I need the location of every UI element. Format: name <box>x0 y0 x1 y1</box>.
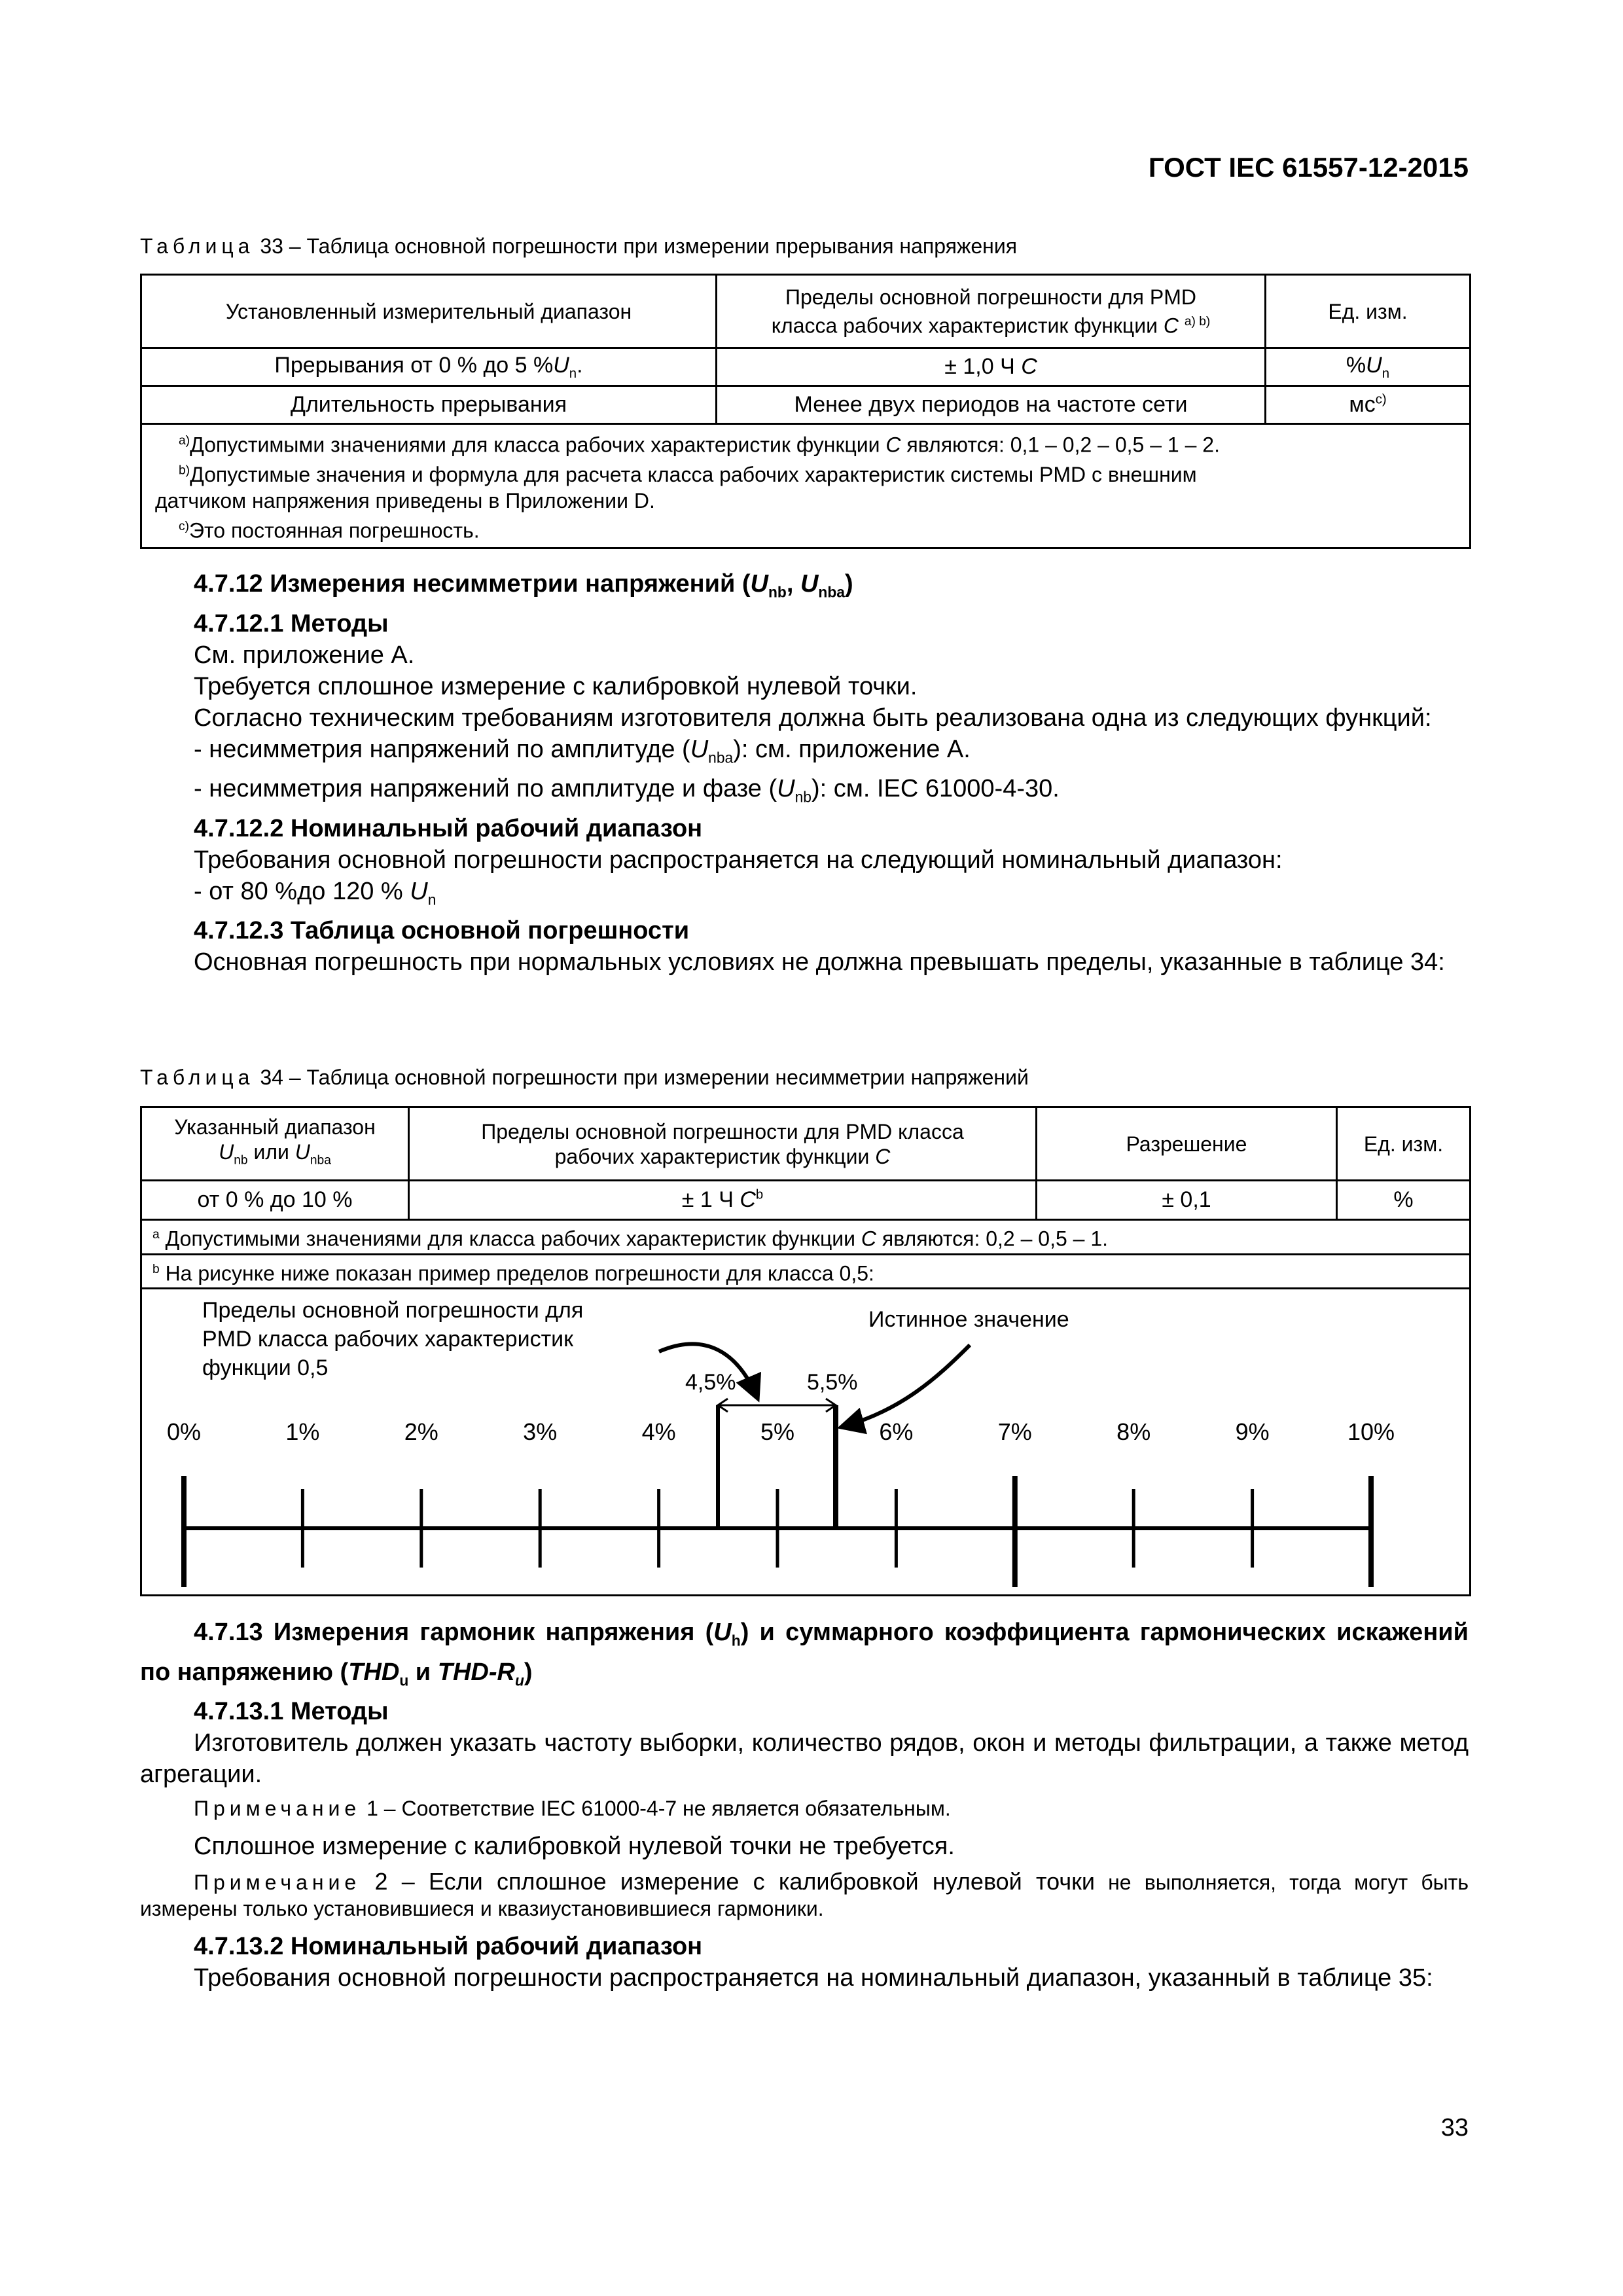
s4712-title-var2: U <box>800 570 819 598</box>
table-row <box>141 348 1471 386</box>
table34-head-unit: Ед. изм. <box>1337 1107 1471 1181</box>
s4712-title-text: 4.7.12 Измерения несимметрии напряжений ( <box>194 570 751 598</box>
s4712-title-sub2: nba <box>818 583 845 601</box>
s4712-li2-post: ): см. IEC 61000-4-30. <box>811 775 1060 803</box>
table34-fn-a-text: Допустимыми значениями для класса рабочих характеристик функции <box>159 1227 861 1251</box>
table33-head-unit: Ед. изм. <box>1266 275 1471 348</box>
table34-footnote-a-row <box>141 1220 1471 1255</box>
document-code-header: ГОСТ IEC 61557-12-2015 <box>1148 152 1469 183</box>
table34-head-range <box>141 1107 409 1181</box>
table33-head-range: Установленный измерительный диапазон <box>141 275 717 348</box>
table34-head-limits-var: C <box>875 1144 891 1168</box>
axis-tick-label: 2% <box>404 1418 438 1445</box>
table33-row1-range <box>141 348 717 386</box>
diagram-upper-limit-label: 5,5% <box>807 1370 858 1395</box>
s4713-note-2 <box>140 1869 1469 1922</box>
table34-row1-limits-text: ± 1 Ч <box>681 1187 740 1212</box>
s4713-note2-label: Примечание <box>194 1871 361 1895</box>
table33-fn-c-mark: c) <box>179 520 189 534</box>
s4712-paragraph-2: Требуется сплошное измерение с калибровкой нулевой точки. <box>194 672 918 700</box>
s4713-title-var: U <box>713 1619 732 1646</box>
table34-head-range-line1: Указанный диапазон <box>174 1115 376 1139</box>
axis-tick-label: 10% <box>1347 1418 1395 1445</box>
table33-row2-unit-text: мс <box>1349 392 1376 417</box>
arrow-to-true-value-icon <box>842 1345 970 1427</box>
table33-caption-prefix: Таблица <box>140 234 255 258</box>
table33-row1-range-var: U <box>553 352 569 378</box>
s4712-li1-pre: - несимметрия напряжений по амплитуде ( <box>194 735 690 763</box>
table34-head-limits-line2: рабочих характеристик функции <box>554 1144 876 1168</box>
table34-head-range-sub1: nb <box>234 1153 248 1168</box>
section-4712 <box>140 568 1469 978</box>
table33-fn-a-text: Допустимыми значениями для класса рабочих характеристик функции <box>190 433 886 457</box>
s4712-li3-pre: - от 80 %до 120 % <box>194 877 410 905</box>
s4712-li2-var: U <box>777 775 795 803</box>
s4712-paragraph-4: Требования основной погрешности распространяется на следующий номинальный диапазон: <box>194 846 1283 874</box>
table33-footnotes-row <box>141 424 1471 548</box>
s4712-title-close: ) <box>844 570 853 598</box>
table33-row1-limits <box>717 348 1266 386</box>
axis-tick-label: 9% <box>1235 1418 1270 1445</box>
section-47131-title: 4.7.13.1 Методы <box>194 1698 389 1726</box>
s4712-title-sep: , <box>786 570 800 598</box>
s4713-title-thdr-sub <box>515 1672 524 1689</box>
diagram-label-limits-line2: PMD класса рабочих характеристик <box>202 1327 574 1352</box>
table34-fn-a-mark: a <box>152 1228 160 1242</box>
s4713-title-thdr-sub-text: u <box>514 1672 524 1689</box>
table33-fn-a-var: C <box>885 433 901 457</box>
s4712-li3-var: U <box>410 877 428 905</box>
table33-fn-c-text: Это постоянная погрешность. <box>188 518 480 543</box>
table33-head-limits <box>717 275 1266 348</box>
s4713-title-sub: h <box>731 1632 741 1649</box>
axis-tick-label: 7% <box>997 1418 1032 1445</box>
section-4713-title <box>140 1617 1469 1696</box>
table34-fn-b-mark: b <box>152 1262 160 1276</box>
section-47122-title: 4.7.12.2 Номинальный рабочий диапазон <box>194 814 703 842</box>
axis-tick-label: 6% <box>879 1418 914 1445</box>
table33-row2-range: Длительность прерывания <box>141 386 717 424</box>
table33-footnote-c <box>155 514 1456 544</box>
s4712-paragraph-3: Согласно техническим требованиям изготовителя должна быть реализована одна из следующих функций: <box>194 704 1432 732</box>
table33-caption <box>140 234 1017 259</box>
table34-head-range-var1: U <box>219 1139 234 1164</box>
table33-fn-b-line2: датчиком напряжения приведены в Приложении D. <box>155 489 655 513</box>
table33-head-limits-var: C <box>1163 314 1179 338</box>
table33-row1-range-tail: . <box>577 352 583 378</box>
table34-header-row <box>141 1107 1471 1181</box>
s4713-title-close: ) <box>524 1658 533 1686</box>
s4713-title-thd-sub: u <box>399 1672 409 1689</box>
diagram-label-limits-line3: функции 0,5 <box>202 1355 329 1380</box>
s4712-title-var1: U <box>750 570 768 598</box>
table33-fn-b-line1: Допустимые значения и формула для расчета класса рабочих характеристик системы PMD с внешним <box>190 463 1197 487</box>
s4713-title-c: искажений по напряжению ( <box>140 1619 1469 1686</box>
table33-row1-unit-sub: n <box>1382 366 1390 381</box>
table34-row1-limits-var: C <box>740 1187 756 1212</box>
s4713-paragraph-3: Требования основной погрешности распространяется на номинальный диапазон, указанный в таблице 35: <box>194 1964 1433 1992</box>
s4712-li1-var: U <box>690 735 709 763</box>
table-row <box>141 386 1471 424</box>
table33-row1-limits-var: C <box>1021 354 1037 379</box>
s4712-list-item-3 <box>140 876 1469 916</box>
s4712-paragraph-1: См. приложение А. <box>194 641 415 669</box>
s4713-note1-label: Примечание <box>194 1797 361 1821</box>
s4713-title-and: и <box>408 1658 438 1686</box>
table-33 <box>140 274 1471 549</box>
s4712-paragraph-5: Основная погрешность при нормальных условиях не должна превышать пределы, указанные в таблице 34: <box>194 948 1445 977</box>
table34-row1-limits-sup: b <box>755 1187 764 1202</box>
table34-caption-prefix: Таблица <box>140 1066 255 1089</box>
table34-head-range-sub2: nba <box>310 1153 331 1168</box>
table33-footnote-b <box>155 458 1456 514</box>
table33-row1-limits-text: ± 1,0 Ч <box>944 354 1015 379</box>
table34-fn-b-text: На рисунке ниже показан пример пределов погрешности для класса 0,5: <box>159 1261 874 1285</box>
table33-header-row <box>141 275 1471 348</box>
s4713-title-thdr: THD-R <box>437 1658 515 1686</box>
section-47121-title: 4.7.12.1 Методы <box>194 609 389 637</box>
axis-tick-label: 0% <box>166 1418 202 1445</box>
table34-caption-text: 34 – Таблица основной погрешности при измерении несимметрии напряжений <box>254 1066 1029 1089</box>
s4712-list-item-2 <box>140 773 1469 813</box>
table34-head-limits <box>409 1107 1037 1181</box>
table34-fn-a-tail: являются: 0,2 – 0,5 – 1. <box>876 1227 1109 1251</box>
table33-head-limits-line1: Пределы основной погрешности для PMD <box>785 285 1196 309</box>
table33-row2-unit-sup: c) <box>1375 392 1387 407</box>
axis-tick-label: 5% <box>760 1418 795 1445</box>
table33-row1-unit-pre: % <box>1346 352 1366 378</box>
s4712-li1-post: ): см. приложение А. <box>733 735 971 763</box>
diagram-label-true-value: Истинное значение <box>868 1307 1069 1332</box>
table33-row1-range-text: Прерывания от 0 % до 5 % <box>274 352 554 378</box>
axis-tick-label: 1% <box>285 1418 320 1445</box>
table34-head-range-or: или <box>247 1139 295 1164</box>
table33-head-limits-sup: a) b) <box>1184 314 1211 329</box>
s4713-title-a: 4.7.13 Измерения гармоник напряжения ( <box>194 1619 714 1646</box>
table34-fn-a-var: C <box>861 1227 877 1251</box>
table33-row1-range-sub: n <box>569 366 577 381</box>
s4712-li2-sub: nb <box>794 788 812 806</box>
s4713-note-1 <box>140 1795 1469 1821</box>
s4713-note1-text: 1 – Соответствие IEC 61000-4-7 не является обязательным. <box>361 1797 951 1821</box>
table34-row1-unit: % <box>1337 1181 1471 1220</box>
s4712-li2-pre: - несимметрия напряжений по амплитуде и фазе ( <box>194 775 777 803</box>
error-limits-diagram <box>140 1280 1471 1596</box>
diagram-lower-limit-label: 4,5% <box>685 1370 736 1395</box>
axis-tick-label: 8% <box>1116 1418 1151 1445</box>
percent-axis <box>167 1418 1395 1587</box>
table34-caption <box>140 1066 1029 1090</box>
s4712-li1-sub: nba <box>708 749 734 766</box>
s4712-li3-sub: n <box>427 891 437 908</box>
table34-row1-resolution: ± 0,1 <box>1037 1181 1337 1220</box>
table33-footnotes <box>141 424 1471 548</box>
section-4712-title <box>140 568 1469 608</box>
table34-row1-range: от 0 % до 10 % <box>141 1181 409 1220</box>
error-limits-figure <box>142 1280 1469 1594</box>
table-row <box>141 1181 1471 1220</box>
table33-row1-unit <box>1266 348 1471 386</box>
axis-tick-label: 3% <box>523 1418 558 1445</box>
diagram-label-limits-line1: Пределы основной погрешности для <box>202 1298 584 1323</box>
table33-fn-a-mark: a) <box>179 434 190 448</box>
table33-fn-b-mark: b) <box>179 463 190 478</box>
table33-footnote-a <box>155 428 1456 458</box>
table-34 <box>140 1106 1471 1289</box>
s4713-paragraph-2: Сплошное измерение с калибровкой нулевой точки не требуется. <box>194 1833 955 1861</box>
table33-row2-unit <box>1266 386 1471 424</box>
s4712-list-item-1 <box>140 734 1469 774</box>
s4713-paragraph-1: Изготовитель должен указать частоту выборки, количество рядов, окон и методы фильтрации, а также метод агрегации. <box>140 1729 1469 1789</box>
table33-head-limits-line2: класса рабочих характеристик функции <box>771 314 1158 338</box>
section-4713 <box>140 1617 1469 1994</box>
section-47132-title: 4.7.13.2 Номинальный рабочий диапазон <box>194 1933 703 1961</box>
table34-head-resolution: Разрешение <box>1037 1107 1337 1181</box>
table33-row2-limits: Менее двух периодов на частоте сети <box>717 386 1266 424</box>
s4713-title-thd: THD <box>348 1658 400 1686</box>
table33-fn-a-tail: являются: 0,1 – 0,2 – 0,5 – 1 – 2. <box>901 433 1220 457</box>
s4713-title-b: ) и суммарного коэффициента гармонических <box>740 1619 1326 1646</box>
s4713-note2-text-b: не выполняется, тогда могут быть измерены только установившиеся и квазиустановившиеся гармоники. <box>140 1871 1469 1921</box>
s4713-note2-text-a: 2 – Если сплошное измерение с калибровкой нулевой точки <box>361 1868 1095 1895</box>
table33-caption-text: 33 – Таблица основной погрешности при измерении прерывания напряжения <box>254 234 1018 258</box>
axis-tick-label: 4% <box>641 1418 676 1445</box>
table34-footnote-a <box>141 1220 1471 1255</box>
table33-row1-unit-var: U <box>1366 352 1382 378</box>
section-47123-title: 4.7.12.3 Таблица основной погрешности <box>194 917 690 945</box>
table34-row1-limits <box>409 1181 1037 1220</box>
s4712-title-sub1: nb <box>768 583 787 601</box>
table34-head-range-var2: U <box>294 1139 310 1164</box>
table34-head-limits-line1: Пределы основной погрешности для PMD класса <box>481 1119 964 1143</box>
page-number: 33 <box>1440 2114 1469 2142</box>
